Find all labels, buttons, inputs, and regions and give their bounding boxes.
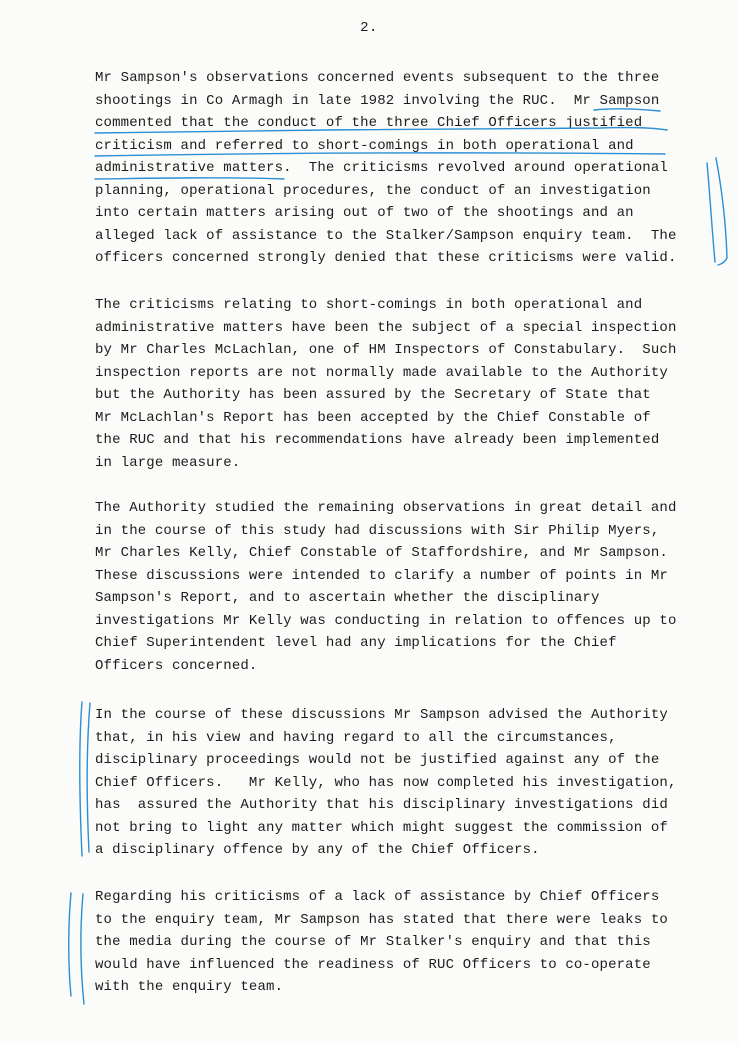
text-line: inspection reports are not normally made available to the Authority <box>95 364 668 381</box>
text-line: The criticisms relating to short-comings in both operational and <box>95 297 643 313</box>
text-line: investigations Mr Kelly was conducting in relation to offences up to <box>95 612 677 629</box>
handwritten-margin-bracket <box>707 163 715 262</box>
text-line: by Mr Charles McLachlan, one of HM Inspectors of Constabulary. Such <box>95 342 677 358</box>
handwritten-margin-bracket <box>80 702 82 856</box>
text-line: has assured the Authority that his disciplinary investigations did <box>95 797 668 813</box>
text-line: with the enquiry team. <box>95 979 284 995</box>
text-line: shootings in Co Armagh in late 1982 involving the RUC. Mr Sampson <box>95 92 660 109</box>
text-line: in the course of this study had discussions with Sir Philip Myers, <box>95 522 660 539</box>
text-line: alleged lack of assistance to the Stalker/Sampson enquiry team. The <box>95 227 677 244</box>
text-line: Mr Sampson's observations concerned events subsequent to the three <box>95 70 660 86</box>
page-number: 2. <box>360 20 378 36</box>
text-line: to the enquiry team, Mr Sampson has stated that there were leaks to <box>95 911 668 928</box>
text-line: criticism and referred to short-comings in both operational and <box>95 137 634 154</box>
text-line: Regarding his criticisms of a lack of assistance by Chief Officers <box>95 889 660 905</box>
text-line: Sampson's Report, and to ascertain whether the disciplinary <box>95 590 600 606</box>
text-line: in large measure. <box>95 454 241 471</box>
handwritten-underline <box>95 178 284 179</box>
text-line: administrative matters. The criticisms revolved around operational <box>95 160 668 176</box>
text-line: These discussions were intended to clarify a number of points in Mr <box>95 567 668 584</box>
text-line: Mr Charles Kelly, Chief Constable of Staffordshire, and Mr Sampson. <box>95 545 668 561</box>
text-line: the RUC and that his recommendations have already been implemented <box>95 432 660 448</box>
text-line: would have influenced the readiness of RUC Officers to co-operate <box>95 956 651 973</box>
text-line: The Authority studied the remaining observations in great detail and <box>95 500 677 516</box>
handwritten-underline <box>95 153 665 156</box>
text-line: into certain matters arising out of two of the shootings and an <box>95 205 634 221</box>
text-line: In the course of these discussions Mr Sampson advised the Authority <box>95 707 668 723</box>
text-line: Officers concerned. <box>95 657 258 674</box>
text-line: a disciplinary offence by any of the Chief Officers. <box>95 842 540 858</box>
text-line: officers concerned strongly denied that these criticisms were valid. <box>95 250 677 266</box>
text-line: not bring to light any matter which might suggest the commission of <box>95 819 668 836</box>
text-line: disciplinary proceedings would not be justified against any of the <box>95 752 660 768</box>
handwritten-underline <box>95 128 667 133</box>
handwritten-margin-bracket <box>716 158 727 265</box>
handwritten-margin-bracket <box>87 703 90 852</box>
text-line: Chief Superintendent level had any implications for the Chief <box>95 635 617 651</box>
handwritten-margin-bracket <box>81 894 84 1004</box>
text-line: Chief Officers. Mr Kelly, who has now completed his investigation, <box>95 774 677 791</box>
text-line: but the Authority has been assured by the Secretary of State that <box>95 387 651 403</box>
handwritten-margin-bracket <box>69 893 71 996</box>
text-line: the media during the course of Mr Stalker's enquiry and that this <box>95 934 651 950</box>
text-line: administrative matters have been the subject of a special inspection <box>95 319 677 336</box>
text-line: planning, operational procedures, the conduct of an investigation <box>95 182 651 199</box>
handwritten-underline <box>594 109 660 111</box>
text-line: Mr McLachlan's Report has been accepted by the Chief Constable of <box>95 409 651 426</box>
text-line: commented that the conduct of the three Chief Officers justified <box>95 115 643 131</box>
text-line: that, in his view and having regard to all the circumstances, <box>95 729 617 746</box>
